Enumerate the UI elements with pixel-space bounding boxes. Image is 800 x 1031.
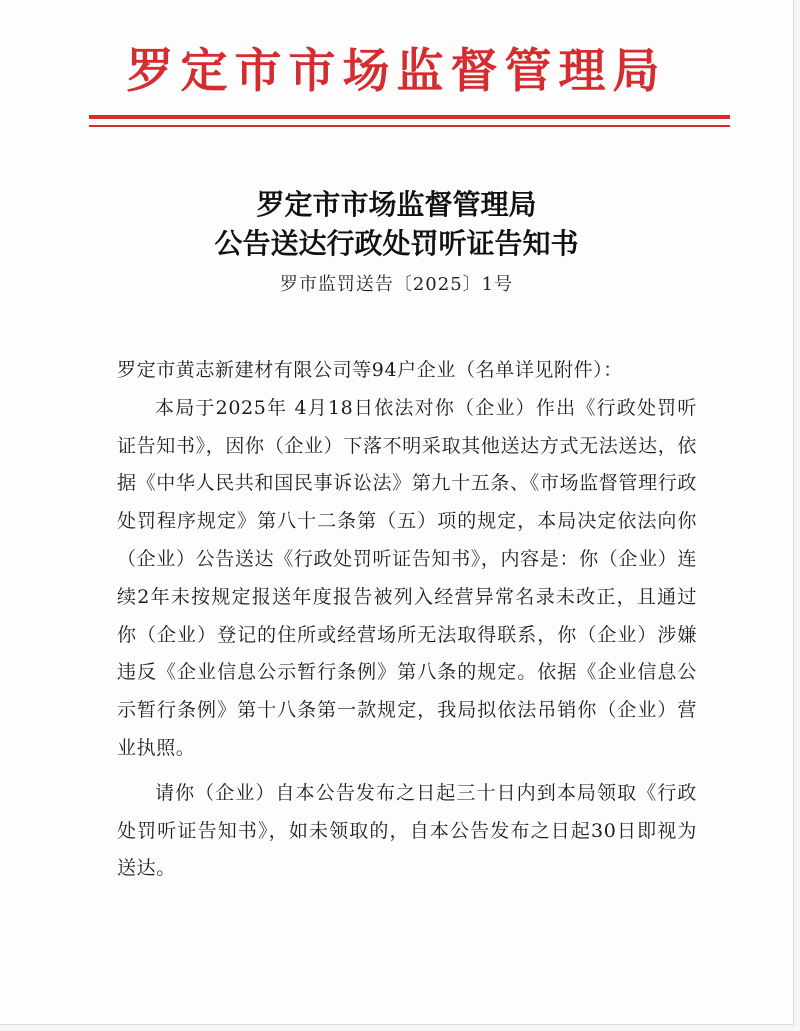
- document-body: [117, 352, 697, 888]
- body-paragraph-1: 本局于2025年 4月18日依法对你（企业）作出《行政处罚听证告知书》，因你（企业）下落不明采取其他送达方式无法送达，依据《中华人民共和国民事诉讼法》第九十五条、《市场监督管理行政处罚程序规定》第八十二条第（五）项的规定，本局决定依法向你（企业）公告送达《行政处罚听证告知书》，内容是：你（企业）连续2年未按规定报送年度报告被列入经营异常名录未改正，且通过你（企业）登记的住所或经营场所无法取得联系，你（企业）涉嫌违反《企业信息公示暂行条例》第八条的规定。依据《企业信息公示暂行条例》第十八条第一款规定，我局拟依法吊销你（企业）营业执照。: [117, 396, 697, 759]
- document-title-line1: 罗定市市场监督管理局: [256, 188, 537, 221]
- document-title-line2: 公告送达行政处罚听证告知书: [214, 227, 579, 260]
- body-paragraph-2: 请你（企业）自本公告发布之日起三十日内到本局领取《行政处罚听证告知书》，如未领取的，自本公告发布之日起30日即视为送达。: [117, 781, 697, 880]
- salutation: 罗定市黄志新建材有限公司等94户企业（名单详见附件）：: [117, 359, 623, 381]
- letterhead-divider-thin: [89, 125, 730, 127]
- letterhead-agency-name: 罗定市市场监督管理局: [126, 44, 667, 99]
- letterhead-divider-thick: [89, 115, 730, 119]
- document-number: 罗市监罚送告〔2025〕1号: [279, 274, 514, 295]
